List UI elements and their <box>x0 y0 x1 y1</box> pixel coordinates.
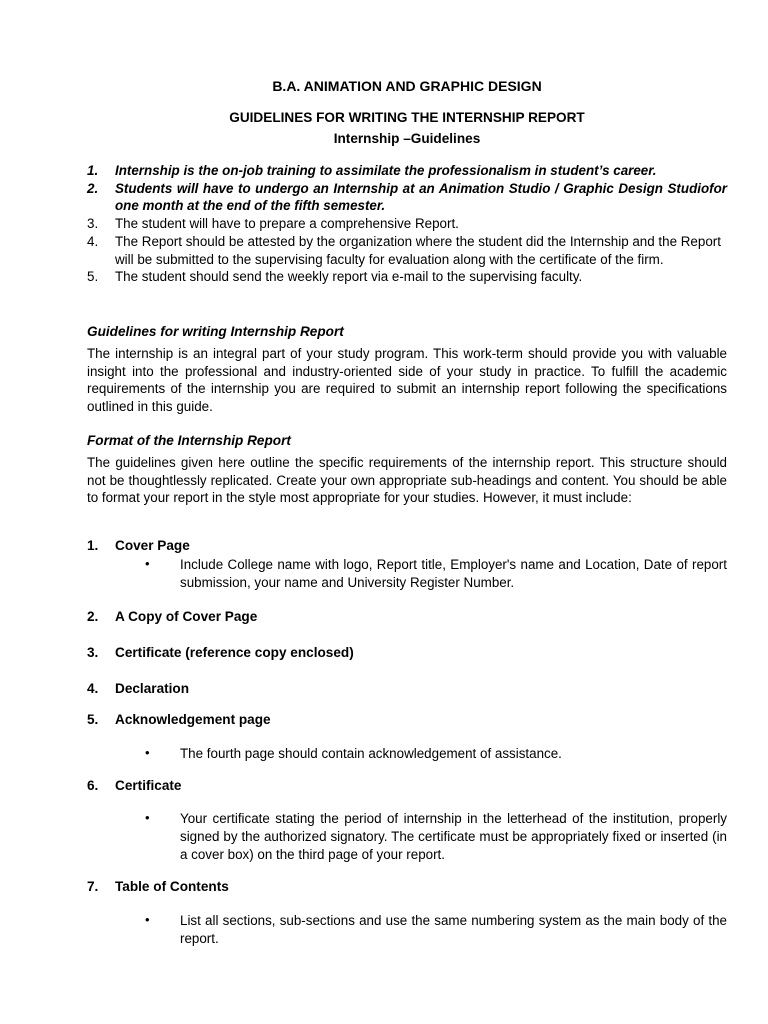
section-heading <box>87 645 354 660</box>
list-item <box>87 233 727 268</box>
list-text: The student will have to prepare a comprehensive Report. <box>115 216 459 232</box>
section-subheading: Internship –Guidelines <box>333 131 481 146</box>
bullet-text: List all sections, sub-sections and use the same numbering system as the main body of the report. <box>180 913 727 946</box>
section-heading <box>87 538 190 553</box>
bullet-text: Include College name with logo, Report title, Employer's name and Location, Date of report submission, your name and University Register Number. <box>180 557 727 590</box>
section-title: A Copy of Cover Page <box>115 609 258 624</box>
section-number: 7. <box>87 879 99 894</box>
intro-list <box>87 162 727 286</box>
bullet-icon: • <box>145 912 150 927</box>
bullet-item <box>145 810 727 864</box>
list-item <box>87 180 727 215</box>
section-title: Table of Contents <box>115 879 229 894</box>
list-item <box>87 268 727 286</box>
list-number: 3. <box>87 216 99 232</box>
section-number: 2. <box>87 609 99 624</box>
list-item <box>87 162 727 180</box>
format-paragraph: The guidelines given here outline the specific requirements of the internship report. This structure should not be thoughtlessly replicated. Create your own appropriate sub-headings and content. You should be able to format your report in the style most appropriate for your studies. However, it must include: <box>87 455 727 506</box>
section-number: 5. <box>87 712 99 727</box>
bullet-item <box>145 556 727 592</box>
section-title: Declaration <box>115 681 190 696</box>
bullet-icon: • <box>145 745 150 760</box>
list-text: Students will have to undergo an Internship at an Animation Studio / Graphic Design Studiofor one month at the end of the fifth semester. <box>115 180 727 214</box>
bullet-text: The fourth page should contain acknowledgement of assistance. <box>180 746 562 761</box>
list-number: 1. <box>87 163 99 178</box>
section-number: 6. <box>87 778 99 793</box>
list-text: The student should send the weekly report via e-mail to the supervising faculty. <box>115 269 583 285</box>
list-number: 4. <box>87 233 99 249</box>
document-subtitle: GUIDELINES FOR WRITING THE INTERNSHIP REPORT <box>229 110 585 125</box>
section-heading <box>87 879 229 894</box>
section-number: 3. <box>87 645 99 660</box>
bullet-icon: • <box>145 810 150 825</box>
section-heading <box>87 778 181 793</box>
list-text: The Report should be attested by the organization where the student did the Internship and the Report will be submitted to the supervising faculty for evaluation along with the certificate of the firm. <box>115 233 721 267</box>
section-title: Cover Page <box>115 538 190 553</box>
guidelines-heading: Guidelines for writing Internship Report <box>87 324 344 339</box>
bullet-text: Your certificate stating the period of internship in the letterhead of the institution, properly signed by the authorized signatory. The certificate must be appropriately fixed or inserted (in a cover box) on the third page of your report. <box>180 811 727 862</box>
bullet-item <box>145 745 727 763</box>
list-item <box>87 215 727 233</box>
section-number: 4. <box>87 681 99 696</box>
section-title: Acknowledgement page <box>115 712 271 727</box>
section-heading <box>87 681 189 696</box>
format-heading: Format of the Internship Report <box>87 433 291 448</box>
section-title: Certificate (reference copy enclosed) <box>115 645 354 660</box>
list-number: 5. <box>87 269 99 285</box>
document-title: B.A. ANIMATION AND GRAPHIC DESIGN <box>272 78 542 94</box>
list-number: 2. <box>87 180 99 196</box>
section-heading <box>87 712 271 727</box>
section-title: Certificate <box>115 778 182 793</box>
section-heading <box>87 609 257 624</box>
guidelines-paragraph: The internship is an integral part of your study program. This work-term should provide you with valuable insight into the professional and industry-oriented side of your study in practice. To fulfill the academic requirements of the internship you are required to submit an internship report following the specifications outlined in this guide. <box>87 346 727 414</box>
section-number: 1. <box>87 538 99 553</box>
bullet-item <box>145 912 727 948</box>
list-text: Internship is the on-job training to assimilate the professionalism in student’s career. <box>115 163 657 178</box>
bullet-icon: • <box>145 556 150 571</box>
